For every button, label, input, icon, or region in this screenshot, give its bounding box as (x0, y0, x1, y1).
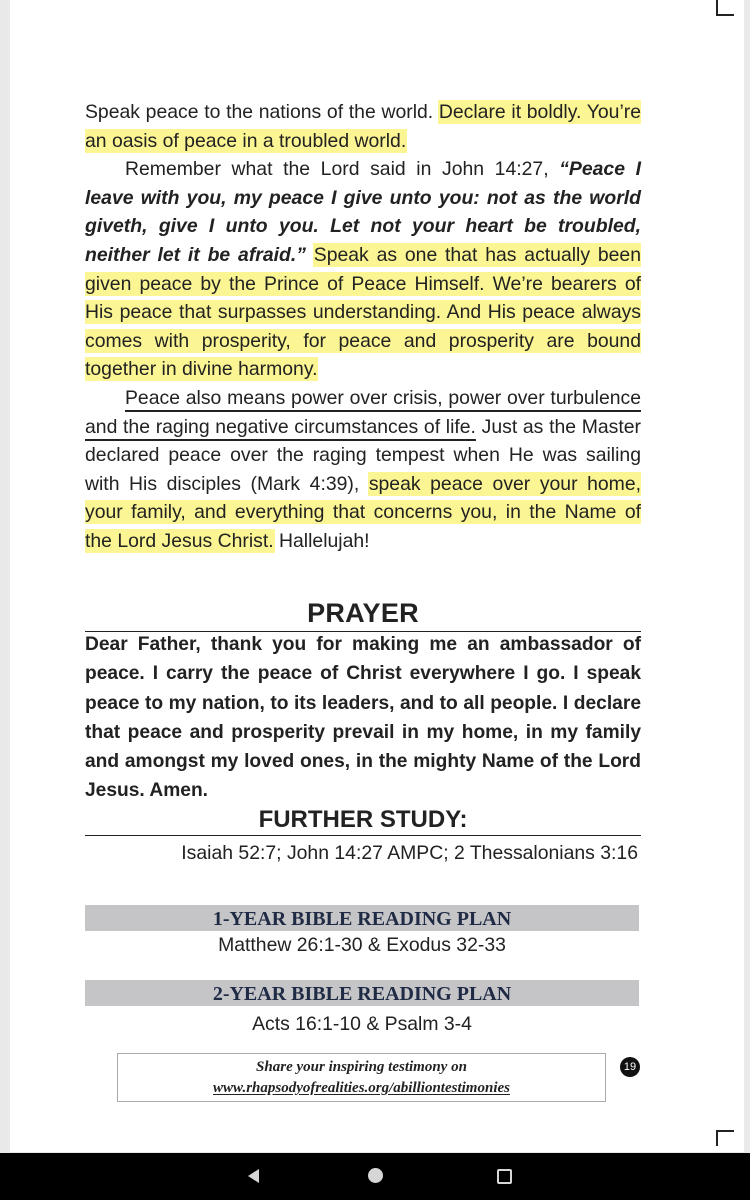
testimony-share-box (117, 1053, 606, 1102)
further-study-divider (85, 835, 641, 836)
paragraph-1-text: Speak peace to the nations of the world. (85, 101, 439, 123)
paragraph-2 (85, 155, 641, 384)
one-year-plan-heading: 1-YEAR BIBLE READING PLAN (85, 905, 639, 931)
prayer-text: Dear Father, thank you for making me an ambassador of peace. I carry the peace of Christ everywhere I go. I speak peace to my nation, to its leaders, and to all people. I declare that peace and prosperity prevail in my home, in my family and amongst my loved ones, in the mighty Name of the Lord Jesus. Amen. (85, 634, 641, 802)
crop-mark-bottom (716, 1130, 734, 1146)
home-icon[interactable] (368, 1168, 383, 1183)
crop-mark-top (716, 0, 734, 16)
highlight-prince-of-peace: Speak as one that has actually been given peace by the Prince of Peace Himself. We’re bearers of His peace that surpasses understanding. And His peace always comes with prosperity, for peace and prosperity are bound together in divine harmony. (85, 243, 642, 381)
underlined-power-over-crisis: Peace also means power over crisis, power over turbulence and the raging negative circumstances of life. (85, 386, 641, 438)
devotional-body (85, 98, 641, 556)
highlight-declare-boldly: Declare it boldly. You’re an oasis of peace in a troubled world. (85, 101, 641, 152)
paragraph-1 (85, 98, 641, 155)
paragraph-3 (85, 384, 641, 556)
share-caption: Share your inspiring testimony on (256, 1059, 467, 1075)
testimony-link[interactable]: www.rhapsodyofrealities.org/abilliontestimonies (213, 1080, 510, 1096)
prayer-heading: PRAYER (307, 598, 419, 628)
further-study-references: Isaiah 52:7; John 14:27 AMPC; 2 Thessalonians 3:16 (181, 842, 638, 864)
paragraph-3-text: Just as the Master declared peace over the raging tempest when He was sailing with His disciples (Mark 4:39), (85, 415, 641, 495)
two-year-plan-heading: 2-YEAR BIBLE READING PLAN (85, 980, 639, 1006)
hallelujah: Hallelujah! (279, 529, 370, 552)
paragraph-2-lead: Remember what the Lord said in John 14:27, (125, 158, 560, 181)
one-year-plan-reading: Matthew 26:1-30 & Exodus 32-33 (218, 934, 506, 956)
two-year-plan-reading: Acts 16:1-10 & Psalm 3-4 (252, 1013, 472, 1035)
scripture-quote: “Peace I leave with you, my peace I give unto you: not as the world giveth, give I unto you. Let not your heart be troubled, neither let it be afraid.” (85, 158, 641, 266)
further-study-heading: FURTHER STUDY: (258, 806, 468, 833)
page-number-badge: 19 (620, 1057, 640, 1077)
recent-apps-icon[interactable] (497, 1169, 512, 1184)
back-icon[interactable] (248, 1169, 259, 1183)
highlight-speak-peace: speak peace over your home, your family, and everything that concerns you, in the Name of the Lord Jesus Christ. (85, 472, 642, 552)
